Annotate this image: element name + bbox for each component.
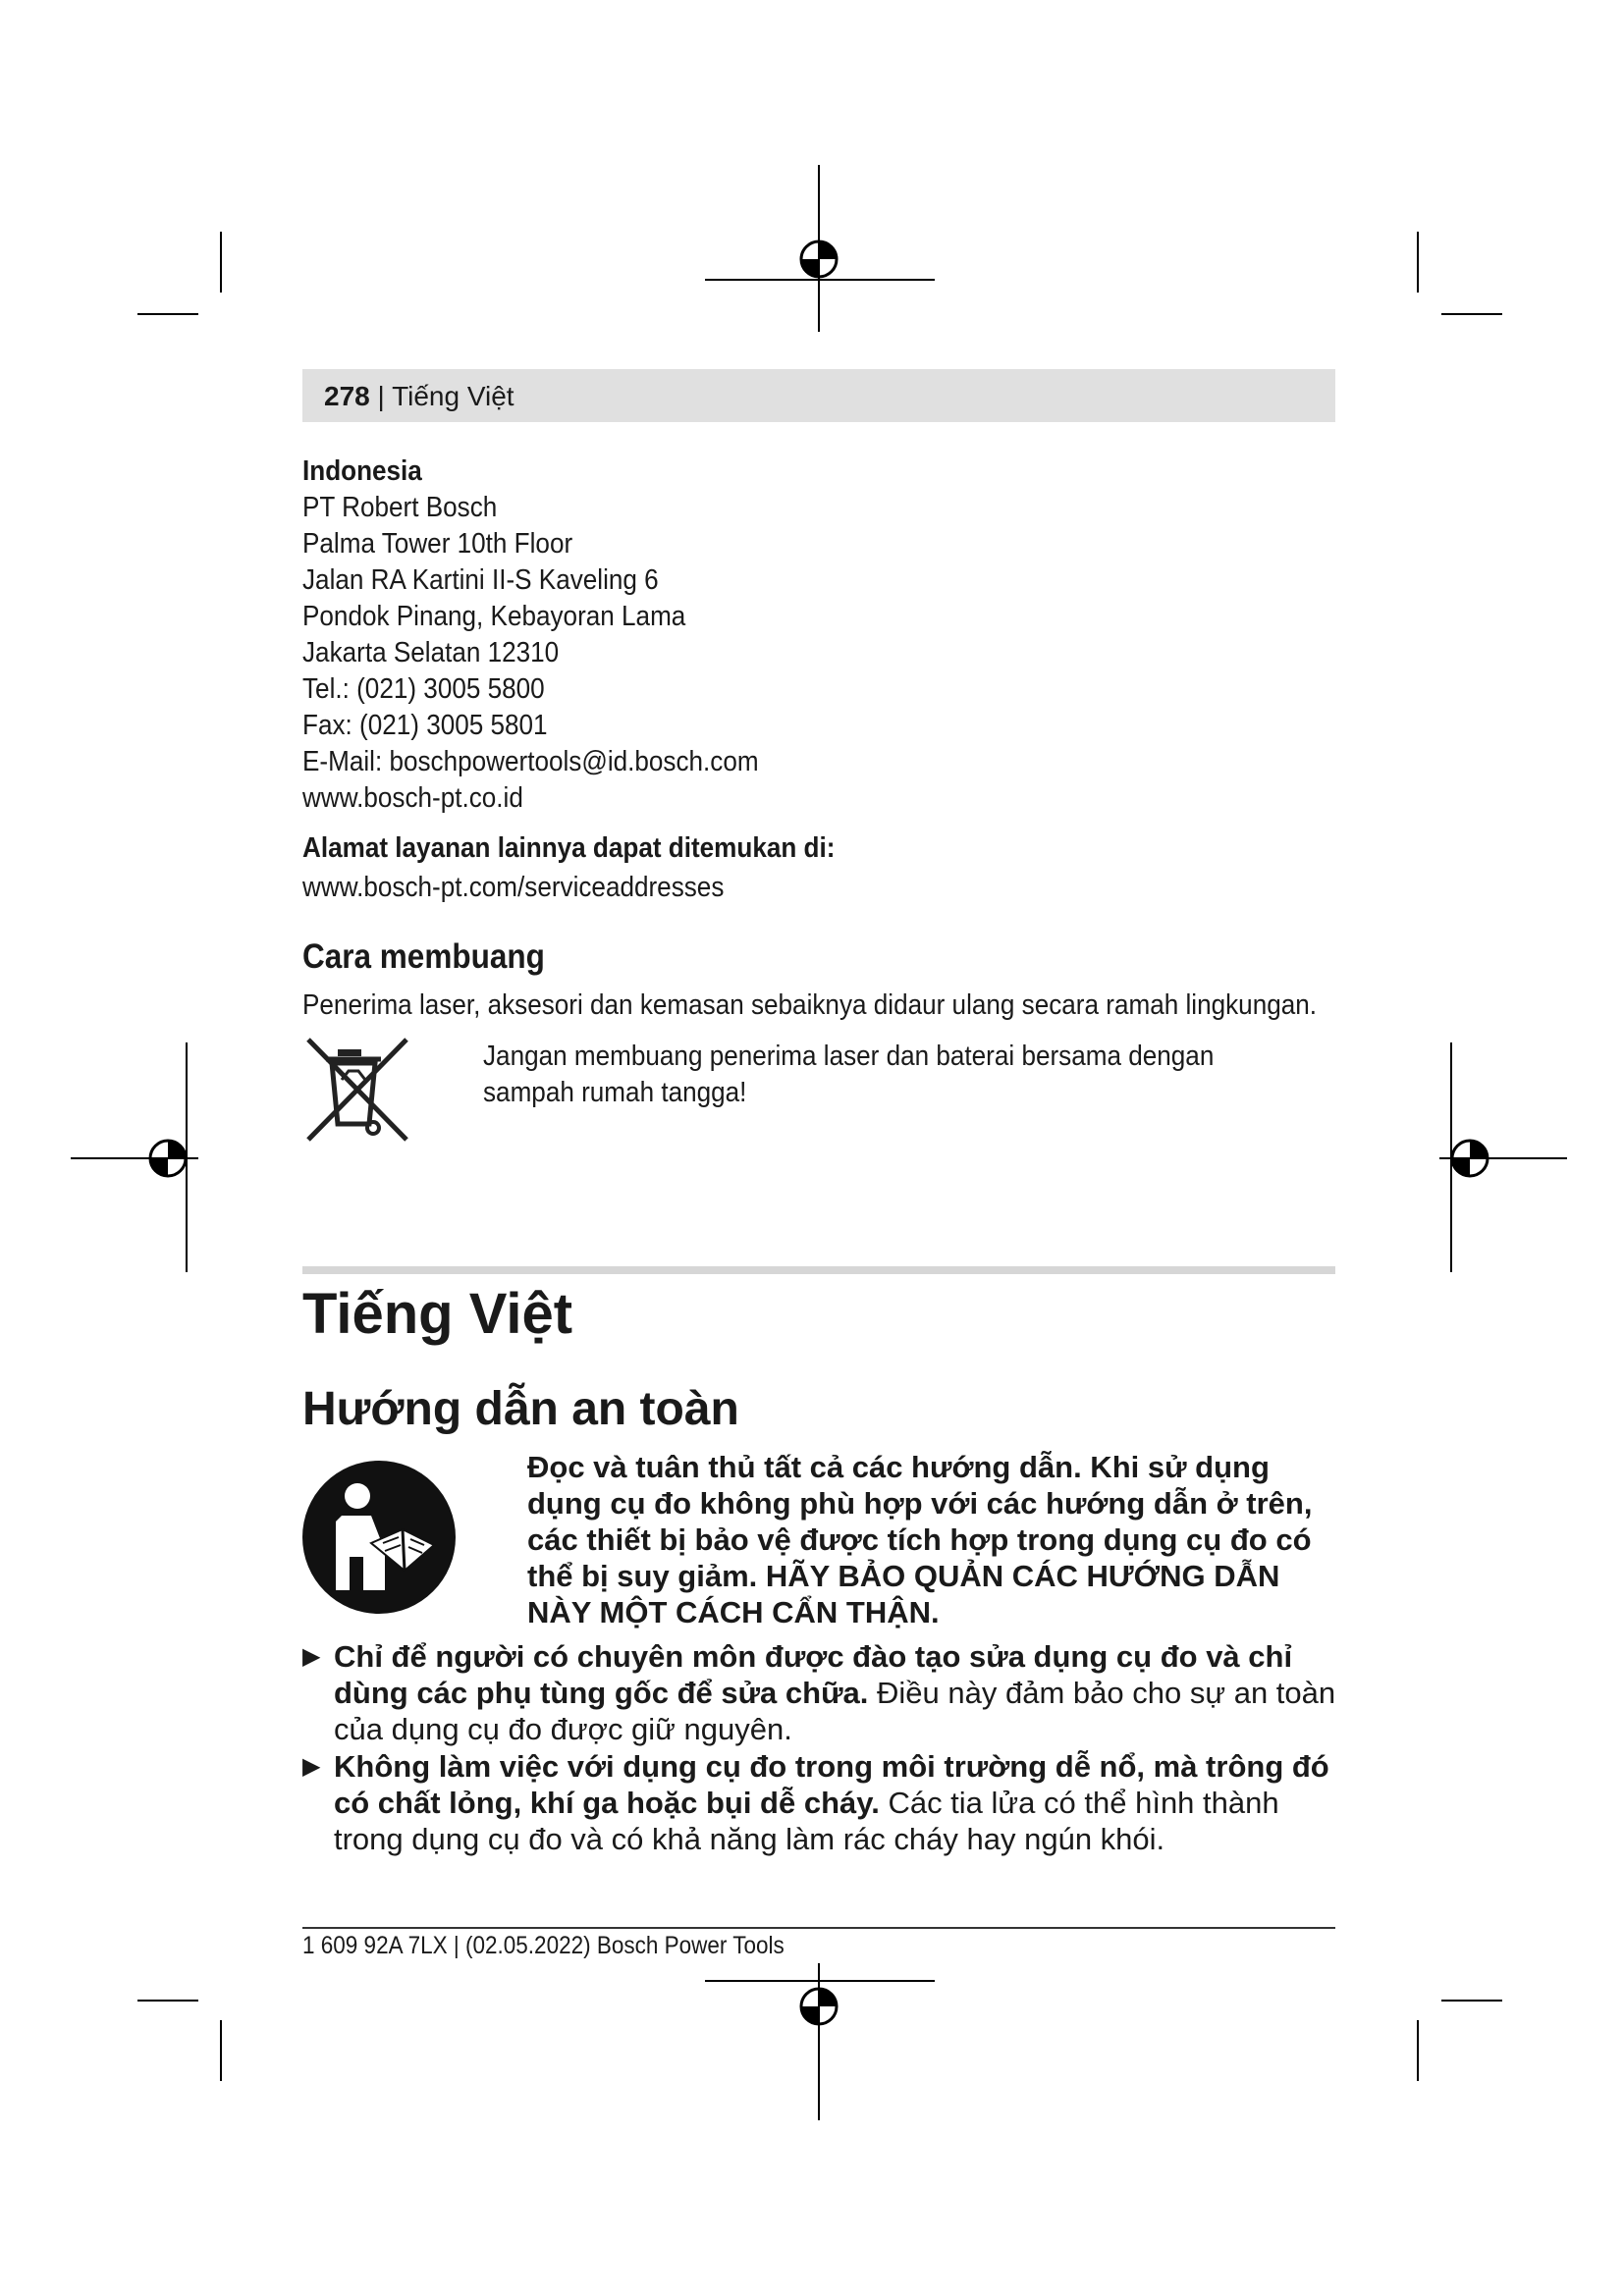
section-divider <box>302 1266 1335 1274</box>
bullet-normal-text: Điều này đảm bảo cho sự an toàn của dụng cụ đo được giữ nguyên. <box>334 1676 1336 1746</box>
address-line: PT Robert Bosch <box>302 492 498 523</box>
footer-date: (02.05.2022) <box>465 1932 591 1959</box>
registration-mark-bottom-icon <box>705 1963 935 2120</box>
service-heading: Alamat layanan lainnya dapat ditemukan di: <box>302 832 836 864</box>
bin-warning-text: Jangan membuang penerima laser dan baterai bersama dengan sampah rumah tangga! <box>483 1041 1215 1108</box>
bullet-normal-text: Các tia lửa có thể hình thành trong dụng cụ đo và có khả năng làm rác cháy hay ngún khói. <box>334 1786 1279 1856</box>
footer-rule <box>302 1927 1335 1929</box>
service-url: www.bosch-pt.com/serviceaddresses <box>302 872 725 903</box>
address-line: Jakarta Selatan 12310 <box>302 637 560 668</box>
bullet-triangle-icon: ▶ <box>302 1643 321 1670</box>
crop-mark <box>1417 2020 1419 2081</box>
crossed-bin-icon <box>304 1036 410 1144</box>
header-language: Tiếng Việt <box>392 381 514 411</box>
bullet-bold-text: Không làm việc với dụng cụ đo trong môi trường dễ nổ, mà trông đó có chất lỏng, khí ga hoặc bụi dễ cháy. <box>334 1749 1329 1820</box>
language-title: Tiếng Việt <box>302 1282 573 1346</box>
disposal-text: Penerima laser, aksesori dan kemasan sebaiknya didaur ulang secara ramah lingkungan. <box>302 989 1318 1021</box>
footer-brand: Bosch Power Tools <box>596 1932 785 1959</box>
page-number: 278 <box>324 381 370 411</box>
address-line: Fax: (021) 3005 5801 <box>302 710 548 741</box>
safety-bullet <box>302 1748 1343 1857</box>
address-line: Pondok Pinang, Kebayoran Lama <box>302 601 686 632</box>
safety-intro: Đọc và tuân thủ tất cả các hướng dẫn. Khi sử dụng dụng cụ đo không phù hợp với các hướng dẫn ở trên, các thiết bị bảo vệ được tích hợp trong dụng cụ đo có thể bị suy giảm. HÃY BẢO QUẢN CÁC HƯỚNG DẪN NÀY MỘT CÁCH CẨN THẬN. <box>527 1450 1313 1629</box>
crop-mark <box>1441 2000 1502 2002</box>
crop-mark <box>220 2020 222 2081</box>
bullet-bold-text: Chỉ để người có chuyên môn được đào tạo sửa dụng cụ đo và chỉ dùng các phụ tùng gốc để sửa chữa. <box>334 1639 1293 1710</box>
crop-mark <box>1417 232 1419 293</box>
address-line: E-Mail: boschpowertools@id.bosch.com <box>302 746 759 777</box>
page-footer <box>302 1932 785 1960</box>
crop-mark <box>220 232 222 293</box>
header-separator: | <box>377 381 385 411</box>
address-line: Tel.: (021) 3005 5800 <box>302 673 545 705</box>
crop-mark <box>1441 313 1502 315</box>
registration-mark-left-icon <box>71 1042 198 1272</box>
safety-heading: Hướng dẫn an toàn <box>302 1383 739 1435</box>
address-line: Jalan RA Kartini II-S Kaveling 6 <box>302 564 659 596</box>
crop-mark <box>137 2000 198 2002</box>
footer-doc-number: 1 609 92A 7LX <box>302 1932 448 1959</box>
address-line: www.bosch-pt.co.id <box>302 782 523 814</box>
safety-bullet <box>302 1638 1343 1747</box>
registration-mark-top-icon <box>705 165 935 332</box>
registration-mark-right-icon <box>1439 1042 1567 1272</box>
crop-mark <box>137 313 198 315</box>
indonesia-address-block <box>302 454 759 817</box>
bullet-triangle-icon: ▶ <box>302 1753 321 1780</box>
read-manual-icon <box>302 1461 456 1614</box>
address-line: Palma Tower 10th Floor <box>302 528 573 560</box>
indonesia-title: Indonesia <box>302 455 422 487</box>
footer-separator: | <box>453 1932 460 1959</box>
disposal-heading: Cara membuang <box>302 937 545 976</box>
page-header <box>324 380 514 413</box>
